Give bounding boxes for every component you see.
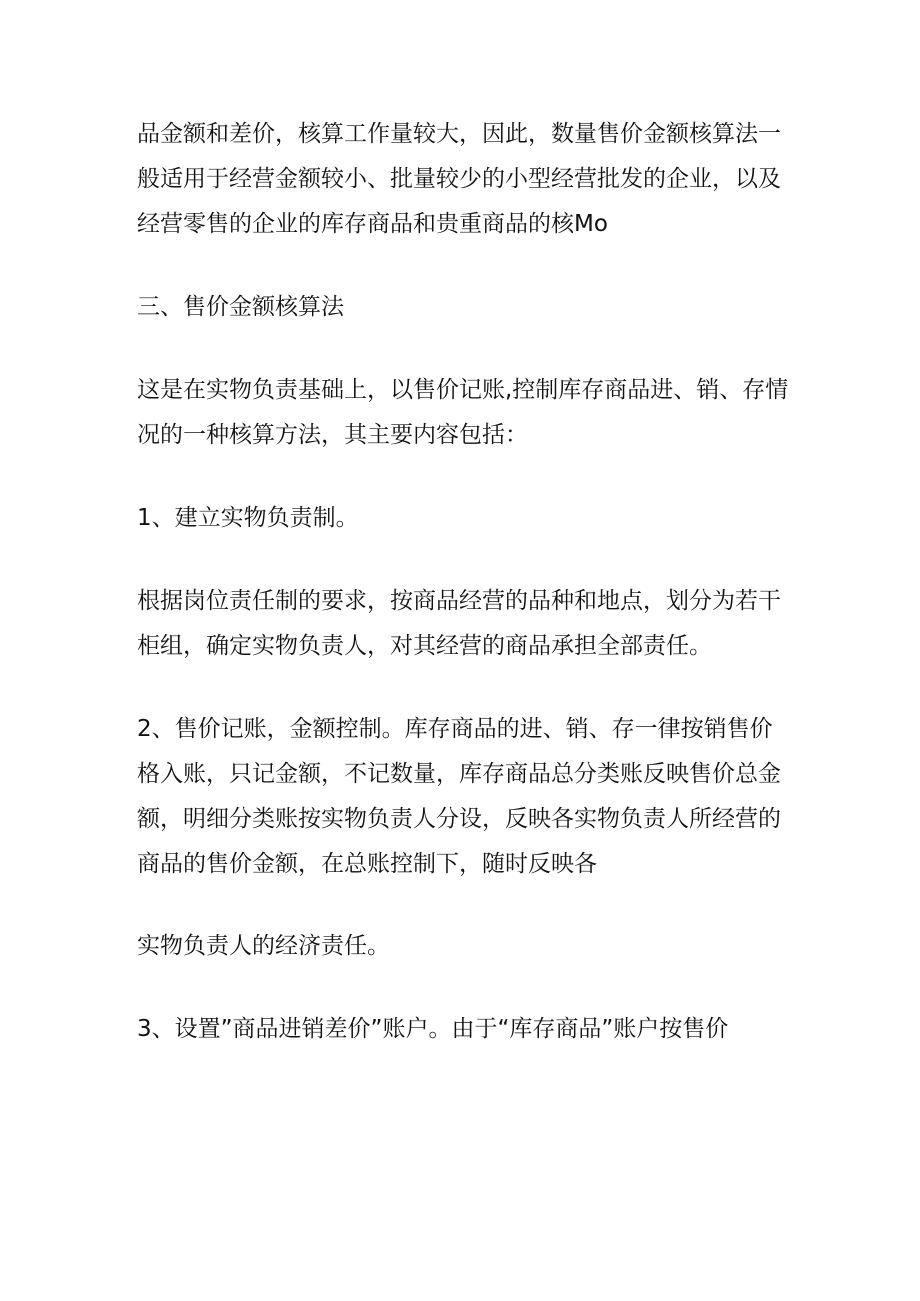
paragraph-4 xyxy=(137,924,787,969)
document-body xyxy=(137,112,787,1052)
paragraph-spacer xyxy=(137,887,787,924)
list-item-1 xyxy=(137,496,787,541)
list-item-2 xyxy=(137,707,787,887)
text-line: 这是在实物负责基础上，以售价记账,控制库存商品进、销、存情 xyxy=(137,377,789,403)
text-line: 品金额和差价，核算工作量较大，因此，数量售价金额核算法一 xyxy=(137,121,781,147)
text-line: 况的一种核算方法，其主要内容包括： xyxy=(137,422,528,448)
text-line: 柜组，确定实物负责人，对其经营的商品承担全部责任。 xyxy=(137,633,712,659)
text-line: 商品的售价金额，在总账控制下，随时反映各 xyxy=(137,851,597,877)
paragraph-1 xyxy=(137,112,787,247)
paragraph-spacer xyxy=(137,669,787,707)
list-item-3 xyxy=(137,1007,787,1052)
heading-text: 三、售价金额核算法 xyxy=(137,294,344,320)
text-line: 3、设置”商品进销差价”账户。由于“库存商品”账户按售价 xyxy=(137,1016,729,1042)
paragraph-spacer xyxy=(137,541,787,579)
paragraph-spacer xyxy=(137,247,787,285)
paragraph-spacer xyxy=(137,969,787,1007)
text-line: 格入账，只记金额，不记数量，库存商品总分类账反映售价总金 xyxy=(137,761,781,787)
text-line: 根据岗位责任制的要求，按商品经营的品种和地点，划分为若干 xyxy=(137,588,781,614)
text-line: 2、售价记账，金额控制。库存商品的进、销、存一律按销售价 xyxy=(137,716,773,742)
paragraph-3 xyxy=(137,579,787,669)
text-line: 1、建立实物负责制。 xyxy=(137,505,359,531)
text-line: 经营零售的企业的库存商品和贵重商品的核Mo xyxy=(137,211,608,237)
paragraph-spacer xyxy=(137,330,787,368)
paragraph-2 xyxy=(137,368,787,458)
text-line: 额，明细分类账按实物负责人分设，反映各实物负责人所经营的 xyxy=(137,806,781,832)
text-line: 般适用于经营金额较小、批量较少的小型经营批发的企业，以及 xyxy=(137,166,781,192)
text-line: 实物负责人的经济责任。 xyxy=(137,933,390,959)
section-heading xyxy=(137,285,787,330)
paragraph-spacer xyxy=(137,458,787,496)
